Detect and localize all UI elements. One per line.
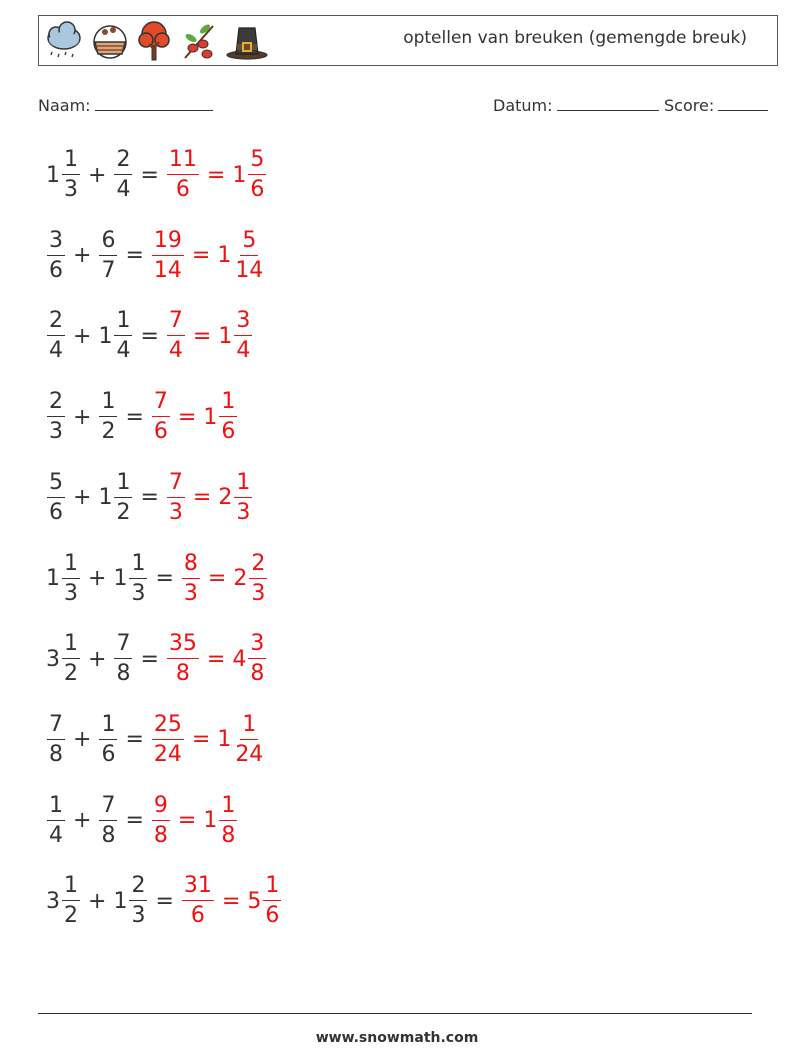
denominator: 6 [49, 257, 63, 283]
equals-sign: = [155, 888, 174, 914]
fraction [114, 310, 132, 362]
denominator: 3 [183, 580, 198, 606]
score-label: Score: [664, 96, 715, 115]
plus-sign: + [73, 243, 92, 269]
problem-row [46, 384, 238, 450]
fraction [152, 711, 184, 767]
whole-number: 2 [218, 485, 233, 511]
fraction [47, 391, 65, 443]
fraction [47, 792, 65, 848]
mixed-answer [232, 149, 267, 201]
equals-sign: = [177, 404, 197, 430]
denominator: 2 [116, 499, 131, 525]
numerator: 1 [129, 553, 147, 579]
denominator: 6 [250, 177, 265, 202]
numerator: 8 [182, 553, 200, 579]
problem-row [46, 223, 266, 289]
equals-sign: = [125, 727, 144, 753]
denominator: 4 [236, 338, 251, 364]
denominator: 3 [64, 177, 78, 202]
problem-row [46, 303, 253, 369]
denominator: 3 [236, 499, 251, 525]
numerator: 2 [114, 149, 132, 175]
plus-sign: + [88, 888, 107, 914]
name-field [38, 94, 213, 115]
plus-sign: + [73, 485, 92, 511]
fraction [129, 875, 147, 927]
plus-sign: + [88, 646, 107, 672]
addend-b [98, 391, 118, 443]
equals-sign: = [125, 243, 144, 269]
mixed-answer [233, 550, 268, 606]
fraction [234, 469, 252, 525]
pilgrim-hat-icon [225, 20, 269, 62]
equals-sign: = [206, 162, 226, 188]
denominator: 4 [168, 338, 183, 364]
denominator: 4 [49, 822, 63, 848]
mixed-answer [203, 792, 238, 848]
rain-cloud-icon [43, 20, 85, 62]
improper-answer [151, 227, 185, 283]
score-field [664, 94, 768, 115]
denominator: 3 [64, 580, 78, 606]
addend-a [46, 469, 66, 525]
plus-sign: + [73, 727, 92, 753]
denominator: 2 [64, 903, 78, 929]
numerator: 6 [99, 230, 117, 256]
addend-a [46, 391, 66, 443]
whole-number: 1 [98, 485, 113, 511]
fraction [47, 227, 65, 283]
fraction [99, 711, 117, 767]
mixed-answer [217, 711, 266, 767]
addend-b [98, 792, 118, 848]
mixed-answer [218, 469, 253, 525]
whole-number: 1 [203, 808, 218, 834]
fraction [234, 310, 252, 362]
fraction [263, 875, 281, 927]
whole-number: 3 [46, 646, 60, 672]
addend-b [113, 149, 133, 201]
fraction [62, 875, 80, 927]
addend-a [46, 875, 81, 927]
rosehip-branch-icon [179, 20, 219, 62]
numerator: 1 [62, 149, 80, 175]
fraction [99, 227, 117, 283]
fraction [47, 310, 65, 362]
numerator: 1 [62, 875, 80, 901]
problem-row [46, 626, 267, 692]
denominator: 3 [251, 580, 266, 606]
fraction [152, 391, 170, 443]
denominator: 3 [168, 499, 183, 525]
numerator: 3 [248, 633, 266, 659]
date-line [557, 94, 659, 111]
improper-answer [166, 149, 200, 201]
name-line [95, 94, 213, 111]
fraction [47, 469, 65, 525]
equals-sign: = [140, 162, 159, 188]
whole-number: 1 [232, 162, 247, 188]
denominator: 24 [153, 741, 182, 767]
denominator: 8 [49, 741, 63, 767]
numerator: 1 [62, 553, 80, 579]
problem-row [46, 868, 282, 934]
score-line [718, 94, 768, 111]
problem-row [46, 142, 267, 208]
denominator: 3 [49, 419, 63, 445]
fraction [129, 550, 147, 606]
addend-a [46, 227, 66, 283]
addend-a [46, 149, 81, 201]
numerator: 19 [152, 230, 184, 256]
addend-b [113, 875, 148, 927]
mixed-answer [247, 875, 282, 927]
denominator: 2 [101, 419, 116, 445]
numerator: 1 [219, 795, 237, 821]
fraction [47, 711, 65, 767]
addend-a [46, 792, 66, 848]
equals-sign: = [125, 404, 144, 430]
denominator: 8 [153, 822, 168, 848]
improper-answer [166, 633, 200, 685]
numerator: 31 [182, 875, 214, 901]
fraction [167, 469, 185, 525]
whole-number: 2 [233, 566, 248, 591]
fraction [167, 310, 185, 362]
numerator: 3 [234, 310, 252, 336]
numerator: 2 [249, 553, 267, 579]
mixed-answer [218, 310, 253, 362]
equals-sign: = [191, 243, 211, 269]
numerator: 35 [167, 633, 199, 659]
addend-a [46, 711, 66, 767]
whole-number: 1 [203, 404, 218, 430]
autumn-tree-icon [135, 20, 173, 62]
addend-b [98, 310, 133, 362]
denominator: 6 [265, 903, 280, 929]
fraction [114, 469, 132, 525]
name-label: Naam: [38, 96, 91, 115]
fraction [99, 792, 117, 848]
date-label: Datum: [493, 96, 553, 115]
fraction [219, 792, 237, 848]
numerator: 3 [47, 230, 65, 256]
numerator: 9 [152, 795, 170, 821]
numerator: 7 [167, 310, 185, 336]
improper-answer [151, 711, 185, 767]
form-fields [38, 94, 770, 116]
denominator: 14 [235, 257, 264, 283]
denominator: 3 [131, 580, 146, 606]
plus-sign: + [88, 162, 107, 188]
denominator: 8 [250, 661, 265, 687]
fraction [248, 149, 266, 201]
denominator: 4 [116, 338, 131, 364]
whole-number: 3 [46, 888, 60, 914]
denominator: 6 [153, 419, 168, 445]
whole-number: 1 [217, 727, 232, 753]
denominator: 8 [101, 822, 116, 848]
equals-sign: = [177, 808, 197, 834]
denominator: 8 [175, 661, 190, 687]
denominator: 8 [221, 822, 236, 848]
numerator: 7 [167, 472, 185, 498]
denominator: 3 [131, 903, 146, 929]
plus-sign: + [73, 404, 92, 430]
plus-sign: + [88, 566, 107, 591]
denominator: 7 [101, 257, 116, 283]
improper-answer [181, 875, 215, 927]
addend-a [46, 310, 66, 362]
mixed-answer [232, 633, 267, 685]
numerator: 1 [99, 714, 117, 740]
fraction [219, 391, 237, 443]
header-icons [43, 19, 269, 63]
fraction [152, 227, 184, 283]
denominator: 6 [49, 499, 63, 525]
whole-number: 1 [218, 323, 233, 349]
equals-sign: = [192, 323, 212, 349]
fraction [167, 149, 199, 201]
fraction [152, 792, 170, 848]
addend-a [46, 633, 81, 685]
denominator: 6 [221, 419, 236, 445]
denominator: 14 [153, 257, 182, 283]
fraction [62, 633, 80, 685]
whole-number: 5 [247, 888, 262, 914]
denominator: 8 [116, 661, 131, 687]
denominator: 6 [190, 903, 205, 929]
whole-number: 1 [46, 566, 60, 591]
denominator: 6 [175, 177, 190, 202]
mixed-answer [203, 391, 238, 443]
fraction [62, 550, 80, 606]
numerator: 1 [234, 472, 252, 498]
addend-b [113, 550, 148, 606]
equals-sign: = [155, 566, 174, 591]
equals-sign: = [221, 888, 241, 914]
numerator: 2 [47, 391, 65, 417]
problem-row [46, 465, 253, 531]
numerator: 7 [99, 795, 117, 821]
worksheet-title: optellen van breuken (gemengde breuk) [403, 28, 747, 48]
fraction [233, 711, 265, 767]
header-box [38, 15, 778, 66]
denominator: 2 [64, 661, 78, 687]
addend-b [98, 227, 118, 283]
plus-sign: + [73, 808, 92, 834]
fraction [167, 633, 199, 685]
numerator: 1 [219, 391, 237, 417]
numerator: 5 [240, 230, 258, 256]
numerator: 2 [129, 875, 147, 901]
date-field [493, 94, 659, 115]
improper-answer [151, 792, 171, 848]
equals-sign: = [207, 566, 227, 591]
equals-sign: = [140, 646, 159, 672]
numerator: 1 [99, 391, 117, 417]
numerator: 7 [47, 714, 65, 740]
whole-number: 1 [113, 566, 128, 591]
footer-divider [38, 1013, 752, 1014]
fraction [249, 550, 267, 606]
numerator: 1 [62, 633, 80, 659]
numerator: 1 [114, 310, 132, 336]
addend-b [98, 469, 133, 525]
addend-b [113, 633, 133, 685]
equals-sign: = [140, 485, 159, 511]
improper-answer [166, 310, 186, 362]
fraction [99, 391, 117, 443]
numerator: 25 [152, 714, 184, 740]
addend-b [98, 711, 118, 767]
numerator: 1 [47, 795, 65, 821]
improper-answer [166, 469, 186, 525]
fraction [114, 149, 132, 201]
equals-sign: = [192, 485, 212, 511]
fraction [233, 227, 265, 283]
addend-a [46, 550, 81, 606]
numerator: 1 [240, 714, 258, 740]
whole-number: 1 [98, 323, 113, 349]
problem-row [46, 707, 266, 773]
denominator: 24 [235, 741, 264, 767]
numerator: 7 [152, 391, 170, 417]
fraction [182, 550, 200, 606]
footer-url: www.snowmath.com [315, 1030, 479, 1046]
equals-sign: = [191, 727, 211, 753]
fraction [114, 633, 132, 685]
plus-sign: + [73, 323, 92, 349]
denominator: 4 [116, 177, 131, 202]
denominator: 4 [49, 338, 63, 364]
equals-sign: = [206, 646, 226, 672]
numerator: 7 [114, 633, 132, 659]
numerator: 11 [167, 149, 199, 175]
equals-sign: = [140, 323, 159, 349]
whole-number: 1 [217, 243, 232, 269]
mixed-answer [217, 227, 266, 283]
improper-answer [181, 550, 201, 606]
fraction [182, 875, 214, 927]
numerator: 1 [263, 875, 281, 901]
problem-row [46, 546, 268, 612]
problem-row [46, 788, 238, 854]
denominator: 6 [101, 741, 116, 767]
fraction [248, 633, 266, 685]
improper-answer [151, 391, 171, 443]
whole-number: 4 [232, 646, 247, 672]
numerator: 5 [47, 472, 65, 498]
numerator: 2 [47, 310, 65, 336]
equals-sign: = [125, 808, 144, 834]
chestnut-basket-icon [91, 20, 129, 62]
fraction [62, 149, 80, 201]
numerator: 1 [114, 472, 132, 498]
numerator: 5 [248, 149, 266, 175]
whole-number: 1 [46, 162, 60, 188]
whole-number: 1 [113, 888, 128, 914]
